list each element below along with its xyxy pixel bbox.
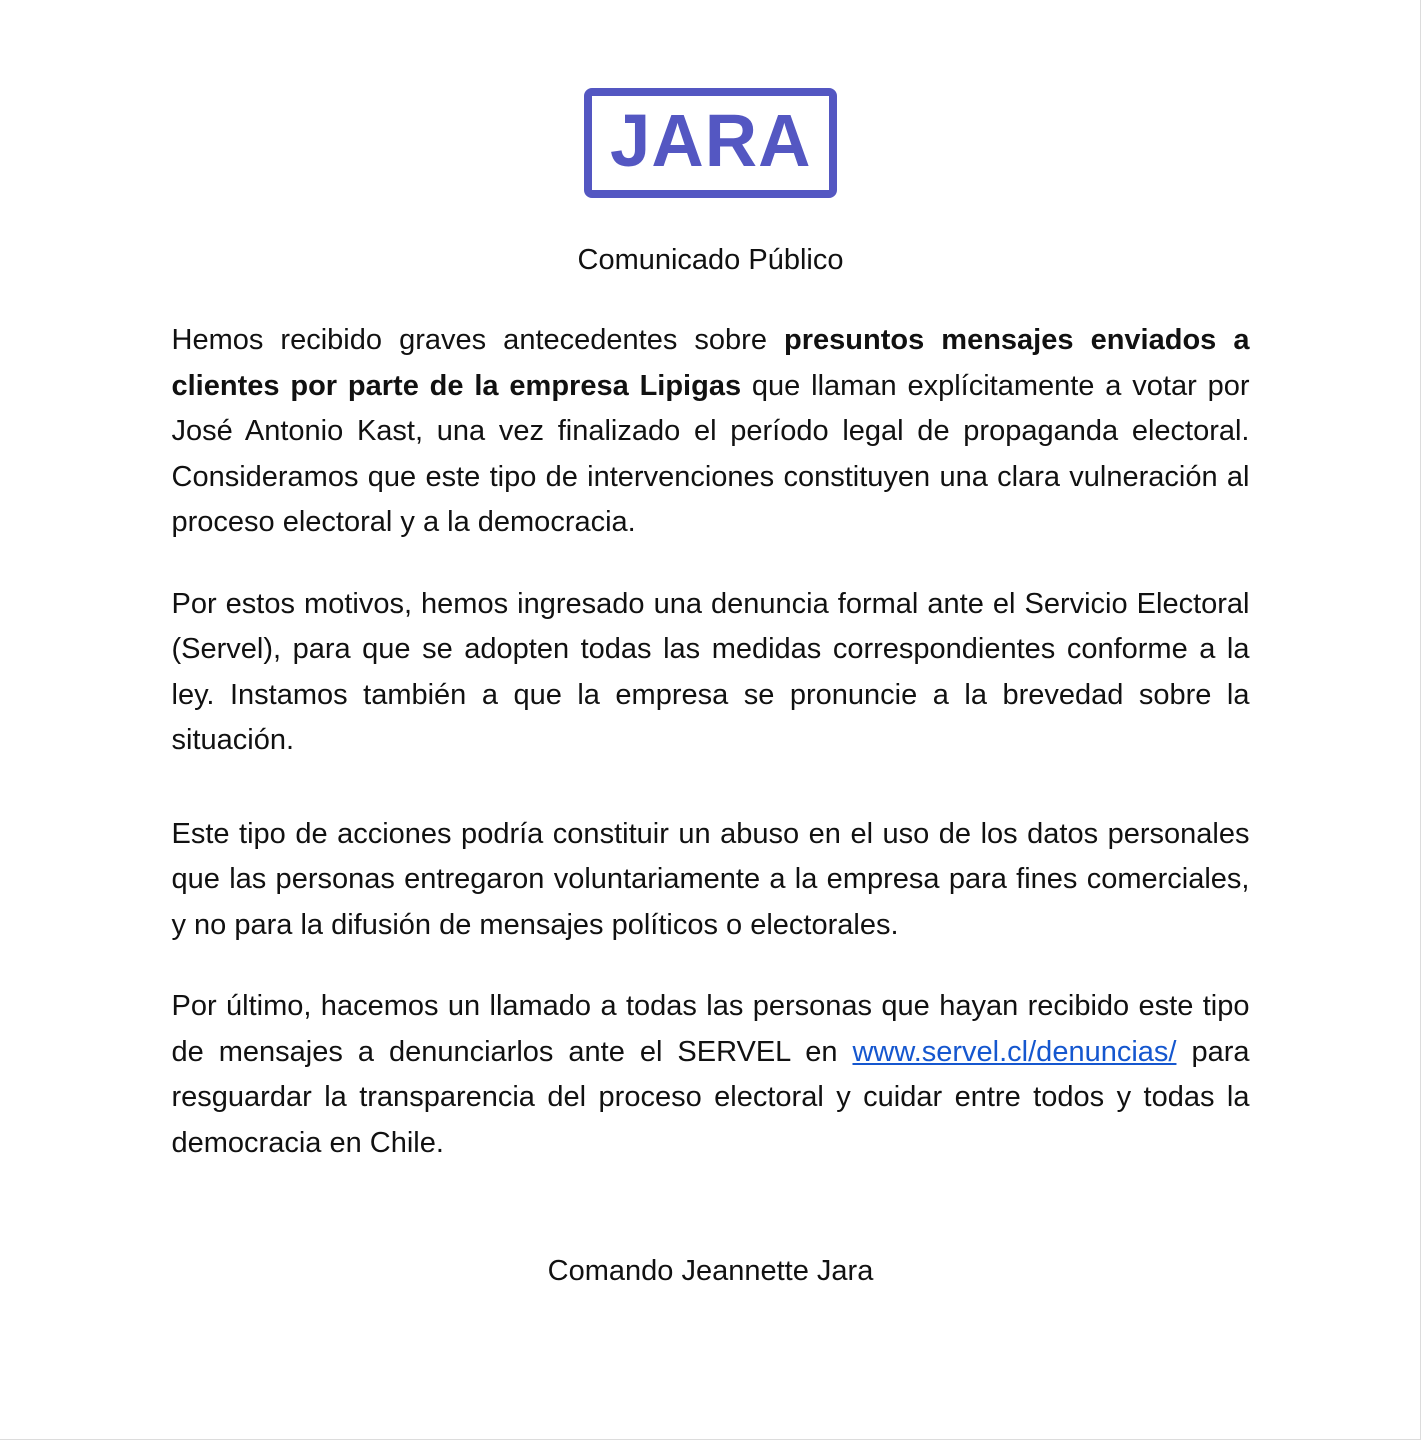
jara-logo-text: JARA <box>609 99 812 182</box>
statement-paragraph-3: Este tipo de acciones podría constituir un abuso en el uso de los datos personales que las personas entregaron voluntariamente a la empresa para fines comerciales, y no para la difusión de mensajes políticos o electorales. <box>171 817 1250 941</box>
page-title: Comunicado Público <box>577 244 844 276</box>
paragraph-1-text-continued: que llaman explícitamente a votar por José Antonio Kast, una vez finalizado el período legal de propaganda electoral. Consideramos que este tipo de intervenciones constituyen una clara vulneración al proceso electoral y a la democracia. <box>171 369 1250 538</box>
paragraph-1-bold-text: presuntos mensajes enviados a clientes por parte de la empresa Lipigas <box>171 324 1250 402</box>
statement-paragraph-4 <box>172 984 1250 1166</box>
signature: Comando Jeannette Jara <box>547 1255 874 1287</box>
paragraph-1-text: Hemos recibido graves antecedentes sobre <box>171 324 785 356</box>
jara-logo <box>584 88 837 198</box>
paragraph-4-text: Por último, hacemos un llamado a todas las personas que hayan recibido este tipo de mensajes a denunciarlos ante el SERVEL en <box>171 990 1250 1068</box>
statement-paragraph-2: Por estos motivos, hemos ingresado una denuncia formal ante el Servicio Electoral (Servel), para que se adopten todas las medidas correspondientes conforme a la ley. Instamos también a que la empresa se pronuncie a la brevedad sobre la situación. <box>171 587 1250 756</box>
paragraph-4-text-continued: para resguardar la transparencia del proceso electoral y cuidar entre todos y todas la democracia en Chile. <box>171 1035 1250 1159</box>
statement-body <box>172 318 1250 1288</box>
statement-paragraph-1 <box>172 318 1250 546</box>
servel-denuncias-link[interactable]: www.servel.cl/denuncias/ <box>852 1035 1177 1068</box>
